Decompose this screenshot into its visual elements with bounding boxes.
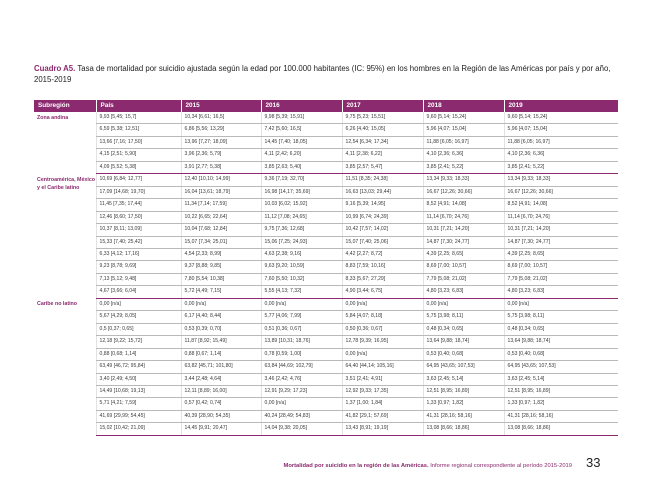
value-cell: 5,75 [3,98; 8,11] [423,311,504,323]
value-cell: 8,69 [7,00; 10,57] [423,261,504,273]
value-cell: 16,67 [12,26; 30,66] [504,186,618,198]
value-cell: 9,98 [5,39; 15,91] [261,112,342,124]
country-cell: 15,02 [10,42; 21,09] [96,423,181,435]
country-cell: 0,5 [0,37; 0,65] [96,323,181,335]
page-footer [222,463,572,469]
value-cell: 6,17 [4,40; 8,44] [181,311,261,323]
value-cell: 12,91 [9,29; 17,23] [261,385,342,397]
table-row [34,286,618,298]
country-cell: 0,88 [0,68; 1,14] [96,348,181,360]
country-cell: 12,18 [9,22; 15,72] [96,336,181,348]
value-cell: 12,54 [6,34; 17,34] [342,136,423,148]
value-cell: 10,42 [7,57; 14,02] [342,224,423,236]
table-row [34,323,618,335]
table-row [34,261,618,273]
value-cell: 7,80 [5,54; 10,38] [181,273,261,285]
header-subregion: Subregión [34,100,96,112]
value-cell: 5,77 [4,06; 7,99] [261,311,342,323]
value-cell: 8,52 [4,91; 14,08] [423,199,504,211]
value-cell: 41,31 [28,16; 58,16] [423,410,504,422]
value-cell: 0,53 [0,40; 0,68] [504,348,618,360]
page-number: 33 [586,455,601,470]
value-cell: 9,75 [7,36; 12,68] [261,224,342,236]
value-cell: 13,43 [8,91; 19,19] [342,423,423,435]
value-cell: 7,42 [5,60; 16,5] [261,124,342,136]
value-cell: 0,00 [n/a] [504,298,618,310]
value-cell: 13,34 [9,33; 18,33] [504,174,618,186]
value-cell: 8,69 [7,00; 10,57] [504,261,618,273]
country-cell: 4,67 [3,66; 6,04] [96,286,181,298]
value-cell: 14,04 [9,38; 20,05] [261,423,342,435]
country-cell: 15,33 [7,40; 25,42] [96,236,181,248]
value-cell: 5,72 [4,49; 7,15] [181,286,261,298]
value-cell: 1,33 [0,97; 1,82] [504,398,618,410]
value-cell: 3,85 [2,57; 5,47] [342,161,423,173]
mortality-table [34,100,618,436]
value-cell: 13,64 [9,88; 18,74] [504,336,618,348]
value-cell: 12,51 [8,95; 16,89] [423,385,504,397]
value-cell: 12,78 [9,39; 16,95] [342,336,423,348]
value-cell: 14,45 [9,91; 20,47] [181,423,261,435]
value-cell: 3,63 [2,45; 5,14] [423,373,504,385]
value-cell: 7,79 [5,08; 21,02] [504,273,618,285]
table-row [34,410,618,422]
value-cell: 11,88 [6,05; 16,97] [423,136,504,148]
value-cell: 4,10 [2,36; 6,36] [504,149,618,161]
value-cell: 11,87 [8,92; 15,49] [181,336,261,348]
table-row [34,361,618,373]
value-cell: 10,04 [7,68; 12,84] [181,224,261,236]
value-cell: 12,11 [8,89; 16,00] [181,385,261,397]
header-country: País [96,100,181,112]
value-cell: 13,08 [8,66; 18,86] [423,423,504,435]
value-cell: 4,11 [2,42; 6,20] [261,149,342,161]
value-cell: 0,50 [0,36; 0,67] [342,323,423,335]
value-cell: 12,40 [10,10; 14,99] [181,174,261,186]
value-cell: 3,85 [2,63; 5,40] [261,161,342,173]
value-cell: 7,79 [5,08; 21,02] [423,273,504,285]
value-cell: 5,84 [4,07; 8,18] [342,311,423,323]
value-cell: 0,51 [0,36; 0,67] [261,323,342,335]
value-cell: 3,96 [2,36; 5,79] [181,149,261,161]
value-cell: 4,54 [2,33; 8,99] [181,248,261,260]
value-cell: 6,86 [5,56; 13,29] [181,124,261,136]
value-cell: 8,83 [7,59; 10,16] [342,261,423,273]
country-cell: 14,49 [10,68; 19,13] [96,385,181,397]
value-cell: 16,63 [13,03; 29,44] [342,186,423,198]
value-cell: 40,24 [28,49; 54,83] [261,410,342,422]
value-cell: 4,42 [2,27; 8,72] [342,248,423,260]
value-cell: 41,31 [28,16; 58,16] [504,410,618,422]
value-cell: 0,48 [0,34; 0,65] [504,323,618,335]
value-cell: 4,11 [2,38; 6,22] [342,149,423,161]
value-cell: 9,60 [5,14; 15,24] [423,112,504,124]
country-cell: 10,37 [8,11; 13,09] [96,224,181,236]
table-row [34,199,618,211]
value-cell: 11,14 [6,70; 24,76] [504,211,618,223]
value-cell: 5,96 [4,07; 15,04] [504,124,618,136]
value-cell: 10,31 [7,21; 14,20] [504,224,618,236]
table-row [34,161,618,173]
value-cell: 11,34 [7,14; 17,59] [181,199,261,211]
header-2019: 2019 [504,100,618,112]
value-cell: 12,51 [8,95; 16,89] [504,385,618,397]
table-row [34,398,618,410]
value-cell: 6,26 [4,40; 15,05] [342,124,423,136]
table-row [34,385,618,397]
value-cell: 0,53 [0,40; 0,68] [423,348,504,360]
value-cell: 9,36 [7,19; 32,70] [261,174,342,186]
value-cell: 16,04 [13,61; 18,79] [181,186,261,198]
country-cell: 13,66 [7,16; 17,50] [96,136,181,148]
table-row [34,423,618,435]
value-cell: 14,87 [7,30; 24,77] [504,236,618,248]
value-cell: 3,51 [2,41; 4,91] [342,373,423,385]
value-cell: 13,08 [8,66; 18,86] [504,423,618,435]
header-2017: 2017 [342,100,423,112]
table-caption [34,64,618,85]
table-header-row [34,100,618,112]
value-cell: 13,96 [7,27; 18,09] [181,136,261,148]
value-cell: 10,22 [6,65; 22,64] [181,211,261,223]
value-cell: 0,48 [0,34; 0,65] [423,323,504,335]
table-row [34,124,618,136]
value-cell: 3,46 [2,42; 4,76] [261,373,342,385]
subregion-cell: Caribe no latino [37,301,78,308]
value-cell: 16,98 [14,17; 35,69] [261,186,342,198]
value-cell: 10,03 [6,02; 15,92] [261,199,342,211]
value-cell: 40,39 [28,90; 54,35] [181,410,261,422]
value-cell: 0,53 [0,39; 0,70] [181,323,261,335]
country-cell: 3,40 [2,49; 4,50] [96,373,181,385]
value-cell: 4,80 [3,23; 6,83] [423,286,504,298]
value-cell: 15,06 [7,25; 24,93] [261,236,342,248]
value-cell: 3,44 [2,48; 4,64] [181,373,261,385]
value-cell: 64,95 [43,65; 107,53] [504,361,618,373]
value-cell: 13,89 [10,31; 18,76] [261,336,342,348]
country-cell: 5,71 [4,21; 7,59] [96,398,181,410]
value-cell: 41,82 [29,1; 57,69] [342,410,423,422]
value-cell: 0,57 [0,42; 0,74] [181,398,261,410]
value-cell: 8,52 [4,91; 14,08] [504,199,618,211]
value-cell: 0,00 [n/a] [261,398,342,410]
value-cell: 13,64 [9,88; 18,74] [423,336,504,348]
value-cell: 0,88 [0,67; 1,14] [181,348,261,360]
value-cell: 64,95 [43,65; 107,53] [423,361,504,373]
value-cell: 63,84 [44,69; 102,79] [261,361,342,373]
value-cell: 14,87 [7,30; 24,77] [423,236,504,248]
value-cell: 1,37 [1,00; 1,84] [342,398,423,410]
table-row [34,373,618,385]
table-row [34,224,618,236]
country-cell: 10,69 [6,84; 12,77] [96,174,181,186]
country-cell: 6,33 [4,12; 17,16] [96,248,181,260]
country-cell: 11,45 [7,35; 17,44] [96,199,181,211]
value-cell: 3,85 [2,41; 5,22] [423,161,504,173]
value-cell: 5,96 [4,07; 15,04] [423,124,504,136]
value-cell: 15,07 [7,40; 25,06] [342,236,423,248]
value-cell: 11,51 [8,35; 24,38] [342,174,423,186]
subregion-cell: Centroamérica, México y el Caribe latino [37,176,95,191]
table-row [34,348,618,360]
value-cell: 1,33 [0,97; 1,82] [423,398,504,410]
value-cell: 0,00 [n/a] [181,298,261,310]
country-cell: 5,67 [4,29; 8,05] [96,311,181,323]
value-cell: 8,33 [5,67; 27,29] [342,273,423,285]
value-cell: 12,92 [9,33; 17,35] [342,385,423,397]
value-cell: 0,78 [0,59; 1,00] [261,348,342,360]
value-cell: 9,60 [5,14; 15,24] [504,112,618,124]
value-cell: 0,00 [n/a] [342,298,423,310]
table-row [34,336,618,348]
table-row [34,311,618,323]
value-cell: 63,82 [45,71; 101,80] [181,361,261,373]
value-cell: 0,00 [n/a] [342,348,423,360]
country-cell: 9,93 [5,45; 15,7] [96,112,181,124]
country-cell: 4,09 [5,52; 5,38] [96,161,181,173]
country-cell: 12,46 [8,60; 17,50] [96,211,181,223]
value-cell: 3,85 [2,41; 5,22] [504,161,618,173]
table-row [34,298,618,310]
value-cell: 4,10 [2,36; 6,36] [423,149,504,161]
value-cell: 10,99 [6,74; 24,39] [342,211,423,223]
value-cell: 13,34 [9,33; 18,33] [423,174,504,186]
country-cell: 0,00 [n/a] [96,298,181,310]
table-row [34,273,618,285]
footer-title: Mortalidad por suicidio en la región de las Américas. [283,463,429,469]
value-cell: 4,80 [3,23; 6,83] [504,286,618,298]
value-cell: 9,37 [8,88; 9,85] [181,261,261,273]
table-row [34,236,618,248]
value-cell: 11,88 [6,05; 16,97] [504,136,618,148]
table-row [34,136,618,148]
value-cell: 3,63 [2,45; 5,14] [504,373,618,385]
value-cell: 4,39 [2,25; 8,65] [423,248,504,260]
country-cell: 4,15 [2,51; 5,90] [96,149,181,161]
table-row [34,149,618,161]
country-cell: 6,59 [5,38; 12,51] [96,124,181,136]
footer-subtitle: Informe regional correspondiente al período 2015-2019 [428,463,572,469]
value-cell: 3,91 [2,77; 5,38] [181,161,261,173]
caption-text: Tasa de mortalidad por suicidio ajustada según la edad por 100.000 habitantes (IC: 95%) en los hombres en la Región de las Américas por país y por año, 2015-2019 [34,64,611,84]
table-row [34,112,618,124]
value-cell: 9,63 [9,20; 10,59] [261,261,342,273]
value-cell: 9,16 [5,39; 14,95] [342,199,423,211]
table-row [34,211,618,223]
value-cell: 10,31 [7,21; 14,20] [423,224,504,236]
value-cell: 16,67 [12,26; 30,66] [423,186,504,198]
header-2015: 2015 [181,100,261,112]
header-2016: 2016 [261,100,342,112]
table-row [34,186,618,198]
country-cell: 41,69 [29,99; 54,45] [96,410,181,422]
value-cell: 11,14 [6,70; 24,76] [423,211,504,223]
country-cell: 9,23 [8,78; 9,69] [96,261,181,273]
value-cell: 5,75 [3,98; 8,11] [504,311,618,323]
country-cell: 17,09 [14,68; 19,70] [96,186,181,198]
value-cell: 0,00 [n/a] [261,298,342,310]
country-cell: 63,49 [46,72; 95,84] [96,361,181,373]
table-row [34,174,618,186]
value-cell: 4,90 [3,44; 6,75] [342,286,423,298]
value-cell: 0,00 [n/a] [423,298,504,310]
value-cell: 5,55 [4,13; 7,32] [261,286,342,298]
table-body [34,112,618,435]
value-cell: 4,63 [2,38; 9,16] [261,248,342,260]
value-cell: 11,12 [7,08; 24,65] [261,211,342,223]
table-row [34,248,618,260]
subregion-cell: Zona andina [37,115,69,121]
header-2018: 2018 [423,100,504,112]
value-cell: 9,75 [5,23; 15,51] [342,112,423,124]
value-cell: 64,40 [44,14; 105,16] [342,361,423,373]
value-cell: 7,60 [5,50; 10,32] [261,273,342,285]
country-cell: 7,13 [5,12; 9,48] [96,273,181,285]
value-cell: 4,39 [2,25; 8,65] [504,248,618,260]
caption-label: Cuadro A5. [34,64,76,73]
value-cell: 15,07 [7,34; 25,01] [181,236,261,248]
value-cell: 14,45 [7,40; 18,05] [261,136,342,148]
value-cell: 10,34 [6,61; 16,5] [181,112,261,124]
